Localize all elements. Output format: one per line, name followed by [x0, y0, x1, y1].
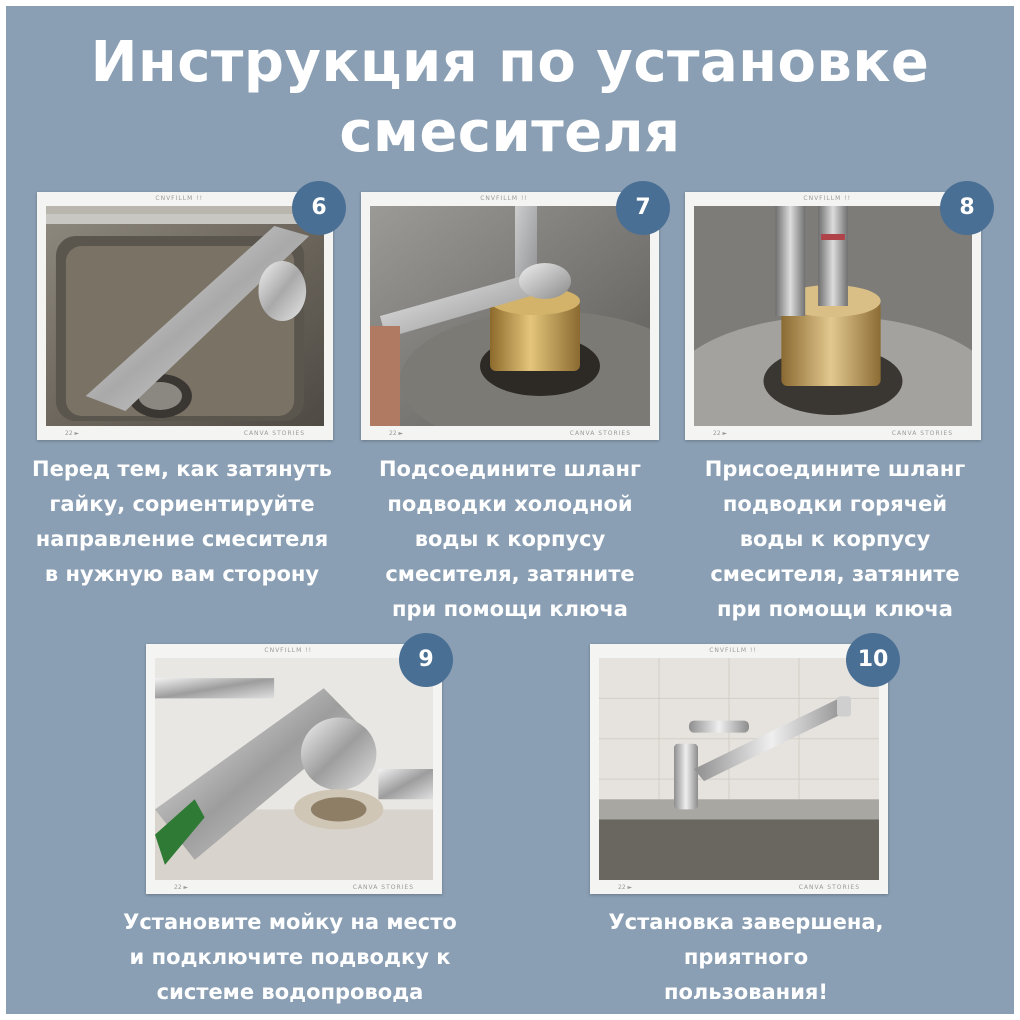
watermark-top: CNVFILLM !!: [155, 195, 203, 202]
wrench-on-cold-hose-photo: [370, 206, 650, 426]
watermark-bottom-right: CANVA STORIES: [798, 884, 860, 891]
step-6-photo-card: [37, 192, 333, 440]
step-9-number-badge: 9: [399, 633, 453, 687]
step-7-caption: Подсоедините шланг подводки холодной воды к корпусу смесителя, затяните при помощи ключа: [378, 457, 642, 621]
step-10-caption: Установка завершена, приятного пользования!: [608, 910, 884, 1004]
watermark-bottom-left: 22 ►: [713, 430, 728, 437]
watermark-top: CNVFILLM !!: [480, 195, 528, 202]
watermark-bottom-right: CANVA STORIES: [243, 430, 305, 437]
watermark-bottom-right: CANVA STORIES: [569, 430, 631, 437]
instruction-poster: [6, 6, 1014, 1014]
step-8-number-badge: 8: [940, 181, 994, 235]
watermark-bottom-right: CANVA STORIES: [891, 430, 953, 437]
step-6-number-badge: 6: [292, 181, 346, 235]
step-8-caption: Присоедините шланг подводки горячей воды к корпусу смесителя, затяните при помощи ключа: [704, 457, 966, 621]
step-7-photo-card: [361, 192, 659, 440]
watermark-bottom-left: 22 ►: [174, 884, 189, 891]
installed-faucet-photo: [599, 658, 879, 880]
watermark-top: CNVFILLM !!: [264, 647, 312, 654]
watermark-bottom-left: 22 ►: [65, 430, 80, 437]
step-8-photo-card: [685, 192, 981, 440]
wrench-on-valve-photo: [155, 658, 433, 880]
step-9-photo-card: [146, 644, 442, 894]
faucet-over-sink-photo: [46, 206, 324, 426]
watermark-top: CNVFILLM !!: [709, 647, 757, 654]
watermark-top: CNVFILLM !!: [803, 195, 851, 202]
watermark-bottom-left: 22 ►: [618, 884, 633, 891]
step-10-photo-card: [590, 644, 888, 894]
step-9-caption: Установите мойку на место и подключите подводку к системе водопровода: [123, 910, 457, 1004]
step-10-number-badge: 10: [846, 633, 900, 687]
step-7-number-badge: 7: [616, 181, 670, 235]
step-6-caption: Перед тем, как затянуть гайку, сориентируйте направление смесителя в нужную вам сторону: [32, 457, 332, 586]
page-title: Инструкция по установке смесителя: [90, 30, 930, 165]
watermark-bottom-right: CANVA STORIES: [352, 884, 414, 891]
hot-hose-connected-photo: [694, 206, 972, 426]
watermark-bottom-left: 22 ►: [389, 430, 404, 437]
